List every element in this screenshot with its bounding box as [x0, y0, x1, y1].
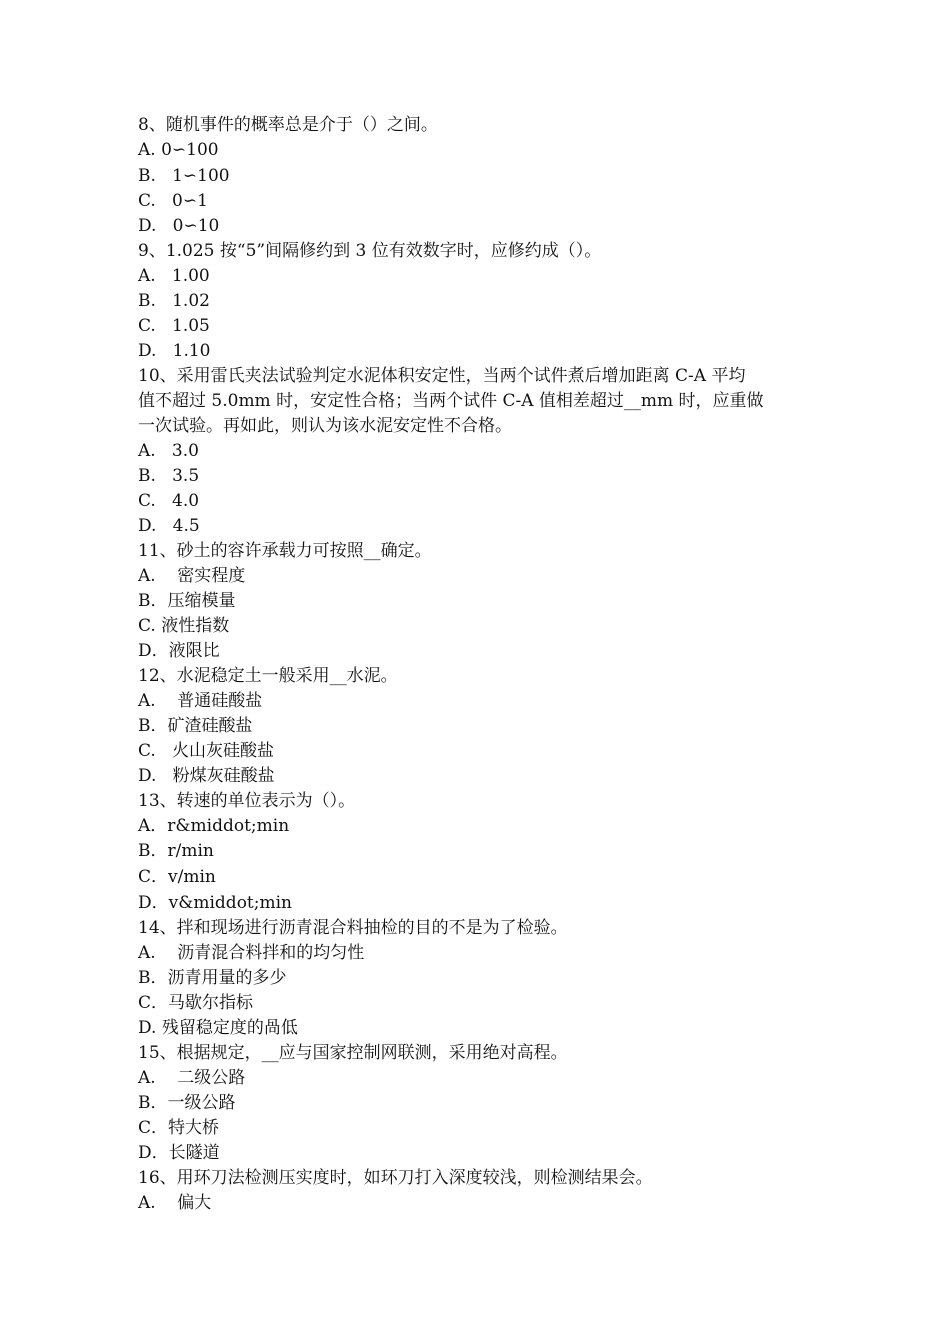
question-10-line-1: 10、采用雷氏夹法试验判定水泥体积安定性，当两个试件煮后增加距离 C-A 平均: [138, 366, 746, 386]
option-11a: A. 密实程度: [138, 566, 246, 586]
option-11c: C. 液性指数: [138, 616, 230, 636]
option-12b: B．矿渣硅酸盐: [138, 716, 253, 736]
option-9d: D. 1.10: [138, 341, 211, 361]
option-10c: C. 4.0: [138, 491, 200, 511]
question-10-line-2: 值不超过 5.0mm 时，安定性合格；当两个试件 C-A 值相差超过__mm 时，应重做: [138, 391, 764, 411]
question-14: 14、拌和现场进行沥青混合料抽检的目的不是为了检验。: [138, 918, 568, 938]
option-14c: C．马歇尔指标: [138, 993, 254, 1013]
option-14b: B．沥青用量的多少: [138, 968, 287, 988]
option-15b: B．一级公路: [138, 1093, 236, 1113]
option-9a: A. 1.00: [138, 266, 210, 286]
option-12a: A. 普通硅酸盐: [138, 691, 263, 711]
option-14d: D. 残留稳定度的咼低: [138, 1018, 298, 1038]
option-13b: B．r/min: [138, 841, 214, 861]
option-10d: D. 4.5: [138, 516, 200, 536]
option-8a: A. 0∽100: [138, 140, 219, 160]
option-13d: D．v&middot;min: [138, 893, 292, 913]
option-15c: C．特大桥: [138, 1118, 220, 1138]
option-15d: D．长隧道: [138, 1143, 220, 1163]
question-10-line-3: 一次试验。再如此，则认为该水泥安定性不合格。: [138, 416, 512, 436]
option-13a: A．r&middot;min: [138, 816, 290, 836]
option-9b: B. 1.02: [138, 291, 210, 311]
question-9: 9、1.025 按“5”间隔修约到 3 位有效数字时，应修约成（）。: [138, 241, 602, 261]
document-page: [138, 113, 818, 1216]
option-8b: B. 1∽100: [138, 166, 230, 186]
option-8c: C. 0∽1: [138, 191, 208, 211]
option-10b: B. 3.5: [138, 466, 200, 486]
option-9c: C. 1.05: [138, 316, 210, 336]
option-11b: B．压缩模量: [138, 591, 236, 611]
option-8d: D. 0∽10: [138, 216, 220, 236]
option-16a: A. 偏大: [138, 1193, 212, 1213]
question-13: 13、转速的单位表示为（）。: [138, 791, 356, 811]
question-8: 8、随机事件的概率总是介于（）之间。: [138, 115, 438, 135]
question-12: 12、水泥稳定土一般采用__水泥。: [138, 666, 398, 686]
option-13c: C．v/min: [138, 867, 216, 887]
question-11: 11、砂土的容许承载力可按照__确定。: [138, 541, 432, 561]
option-12c: C. 火山灰硅酸盐: [138, 741, 275, 761]
question-16: 16、用环刀法检测压实度时，如环刀打入深度较浅，则检测结果会。: [138, 1168, 653, 1188]
option-14a: A. 沥青混合料拌和的均匀性: [138, 943, 365, 963]
option-10a: A. 3.0: [138, 441, 199, 461]
option-11d: D．液限比: [138, 641, 220, 661]
question-15: 15、根据规定，__应与国家控制网联测，采用绝对高程。: [138, 1043, 568, 1063]
option-12d: D. 粉煤灰硅酸盐: [138, 766, 275, 786]
option-15a: A. 二级公路: [138, 1068, 246, 1088]
